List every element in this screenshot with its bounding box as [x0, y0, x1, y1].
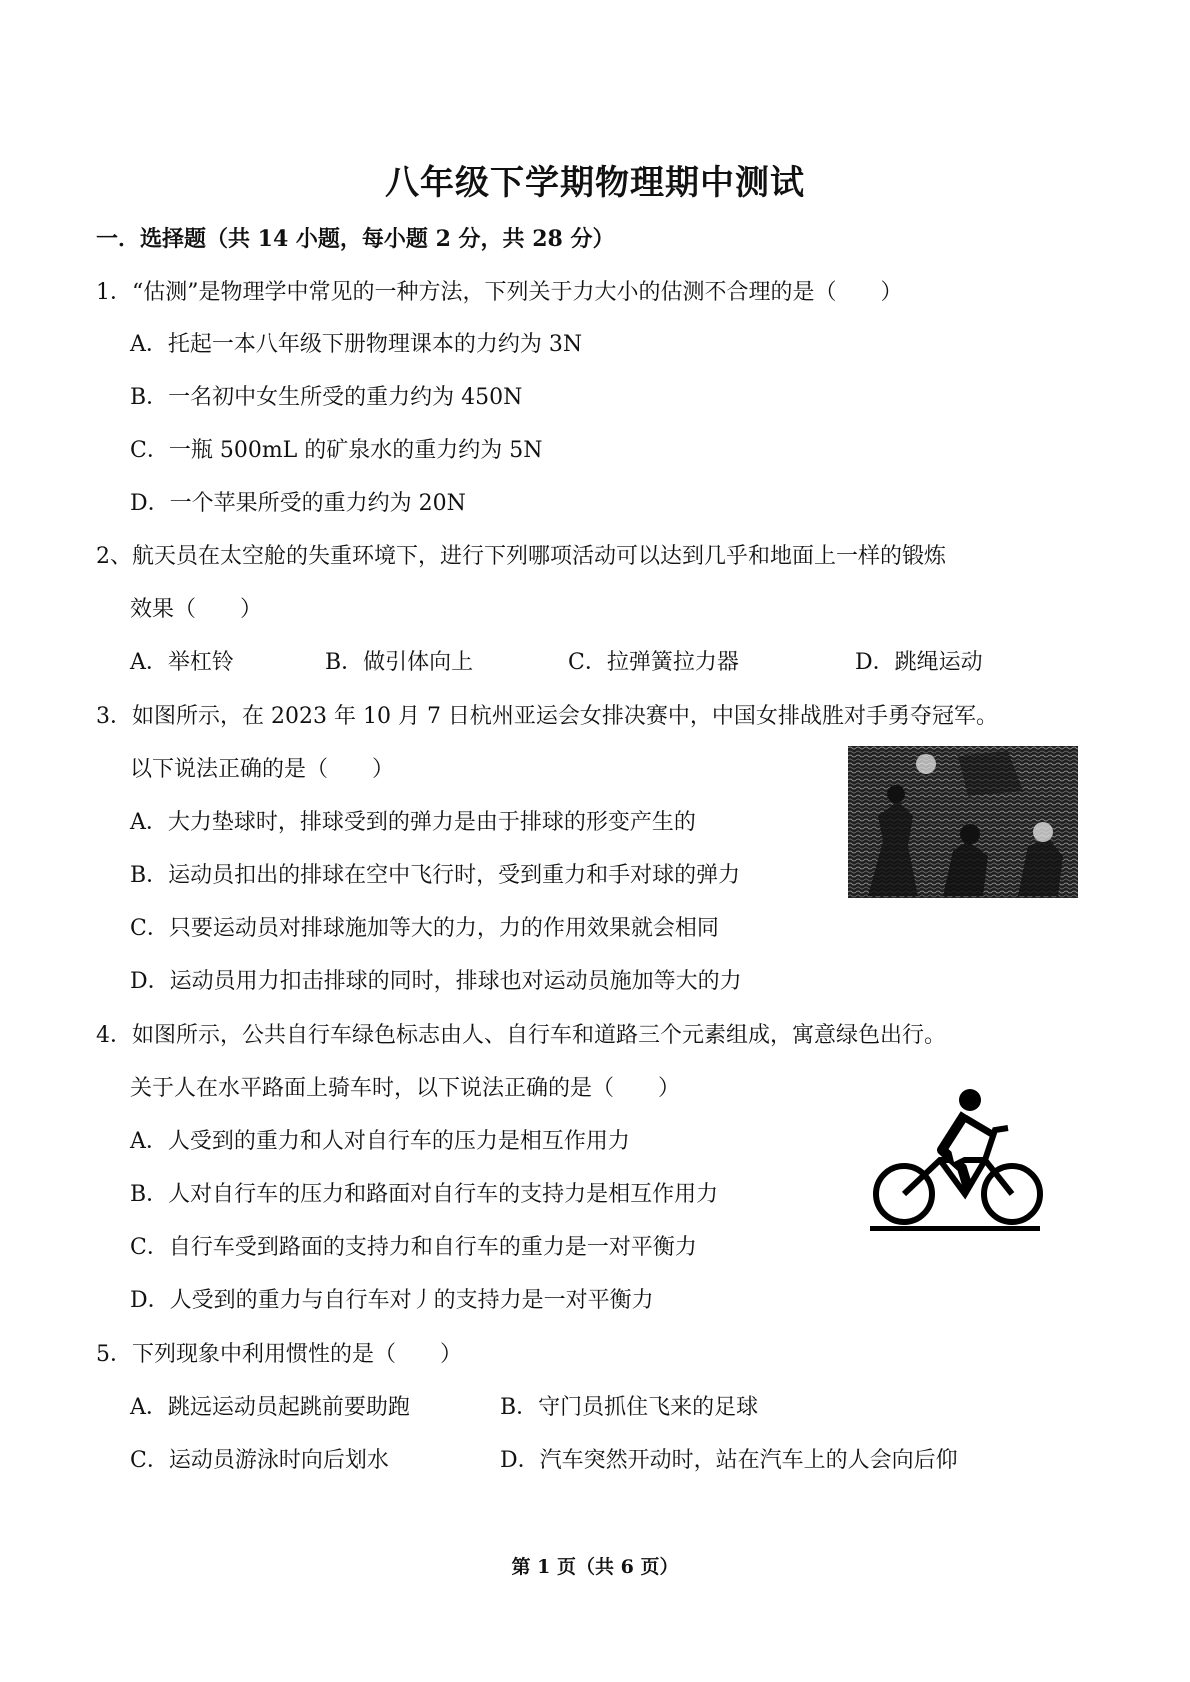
option-c: C．一瓶 500mL 的矿泉水的重力约为 5N — [130, 438, 543, 463]
option-c: C．拉弹簧拉力器 — [568, 650, 739, 675]
question-stem: 5．下列现象中利用惯性的是（ ） — [96, 1342, 462, 1367]
option-b: B．人对自行车的压力和路面对自行车的支持力是相互作用力 — [130, 1182, 719, 1207]
section-heading: 一．选择题（共 14 小题，每小题 2 分，共 28 分） — [96, 226, 615, 252]
option-d: D．一个苹果所受的重力约为 20N — [130, 491, 466, 516]
question-stem: 1．“估测”是物理学中常见的一种方法，下列关于力大小的估测不合理的是（ ） — [96, 280, 903, 305]
option-a: A．人受到的重力和人对自行车的压力是相互作用力 — [130, 1129, 630, 1154]
question-stem: 4．如图所示，公共自行车绿色标志由人、自行车和道路三个元素组成，寓意绿色出行。 — [96, 1023, 946, 1048]
bicycle-logo-icon — [870, 1088, 1055, 1233]
option-d: D．运动员用力扣击排球的同时，排球也对运动员施加等大的力 — [130, 969, 742, 994]
option-a: A．托起一本八年级下册物理课本的力约为 3N — [130, 332, 583, 357]
question-stem: 2、航天员在太空舱的失重环境下，进行下列哪项活动可以达到几乎和地面上一样的锻炼 — [96, 544, 946, 569]
option-a: A．跳远运动员起跳前要助跑 — [130, 1395, 410, 1420]
option-b: B．运动员扣出的排球在空中飞行时，受到重力和手对球的弹力 — [130, 863, 741, 888]
option-b: B．做引体向上 — [325, 650, 474, 675]
option-a: A．大力垫球时，排球受到的弹力是由于排球的形变产生的 — [130, 810, 696, 835]
option-a: A．举杠铃 — [130, 650, 234, 675]
question-stem-cont: 关于人在水平路面上骑车时，以下说法正确的是（ ） — [130, 1076, 681, 1101]
option-c: C．只要运动员对排球施加等大的力，力的作用效果就会相同 — [130, 916, 719, 941]
option-d: D．汽车突然开动时，站在汽车上的人会向后仰 — [500, 1448, 958, 1473]
page-title: 八年级下学期物理期中测试 — [385, 163, 805, 203]
volleyball-photo — [848, 746, 1078, 898]
question-stem: 3．如图所示，在 2023 年 10 月 7 日杭州亚运会女排决赛中，中国女排战胜对手勇夺冠军。 — [96, 704, 998, 729]
option-c: C．自行车受到路面的支持力和自行车的重力是一对平衡力 — [130, 1235, 697, 1260]
option-d: D．人受到的重力与自行车对丿的支持力是一对平衡力 — [130, 1288, 654, 1313]
option-c: C．运动员游泳时向后划水 — [130, 1448, 389, 1473]
option-d: D．跳绳运动 — [855, 650, 983, 675]
question-stem-cont: 以下说法正确的是（ ） — [130, 757, 395, 782]
page-footer: 第 1 页（共 6 页） — [511, 1556, 679, 1578]
question-stem-cont: 效果（ ） — [130, 597, 263, 622]
option-b: B．守门员抓住飞来的足球 — [500, 1395, 759, 1420]
option-b: B．一名初中女生所受的重力约为 450N — [130, 385, 523, 410]
